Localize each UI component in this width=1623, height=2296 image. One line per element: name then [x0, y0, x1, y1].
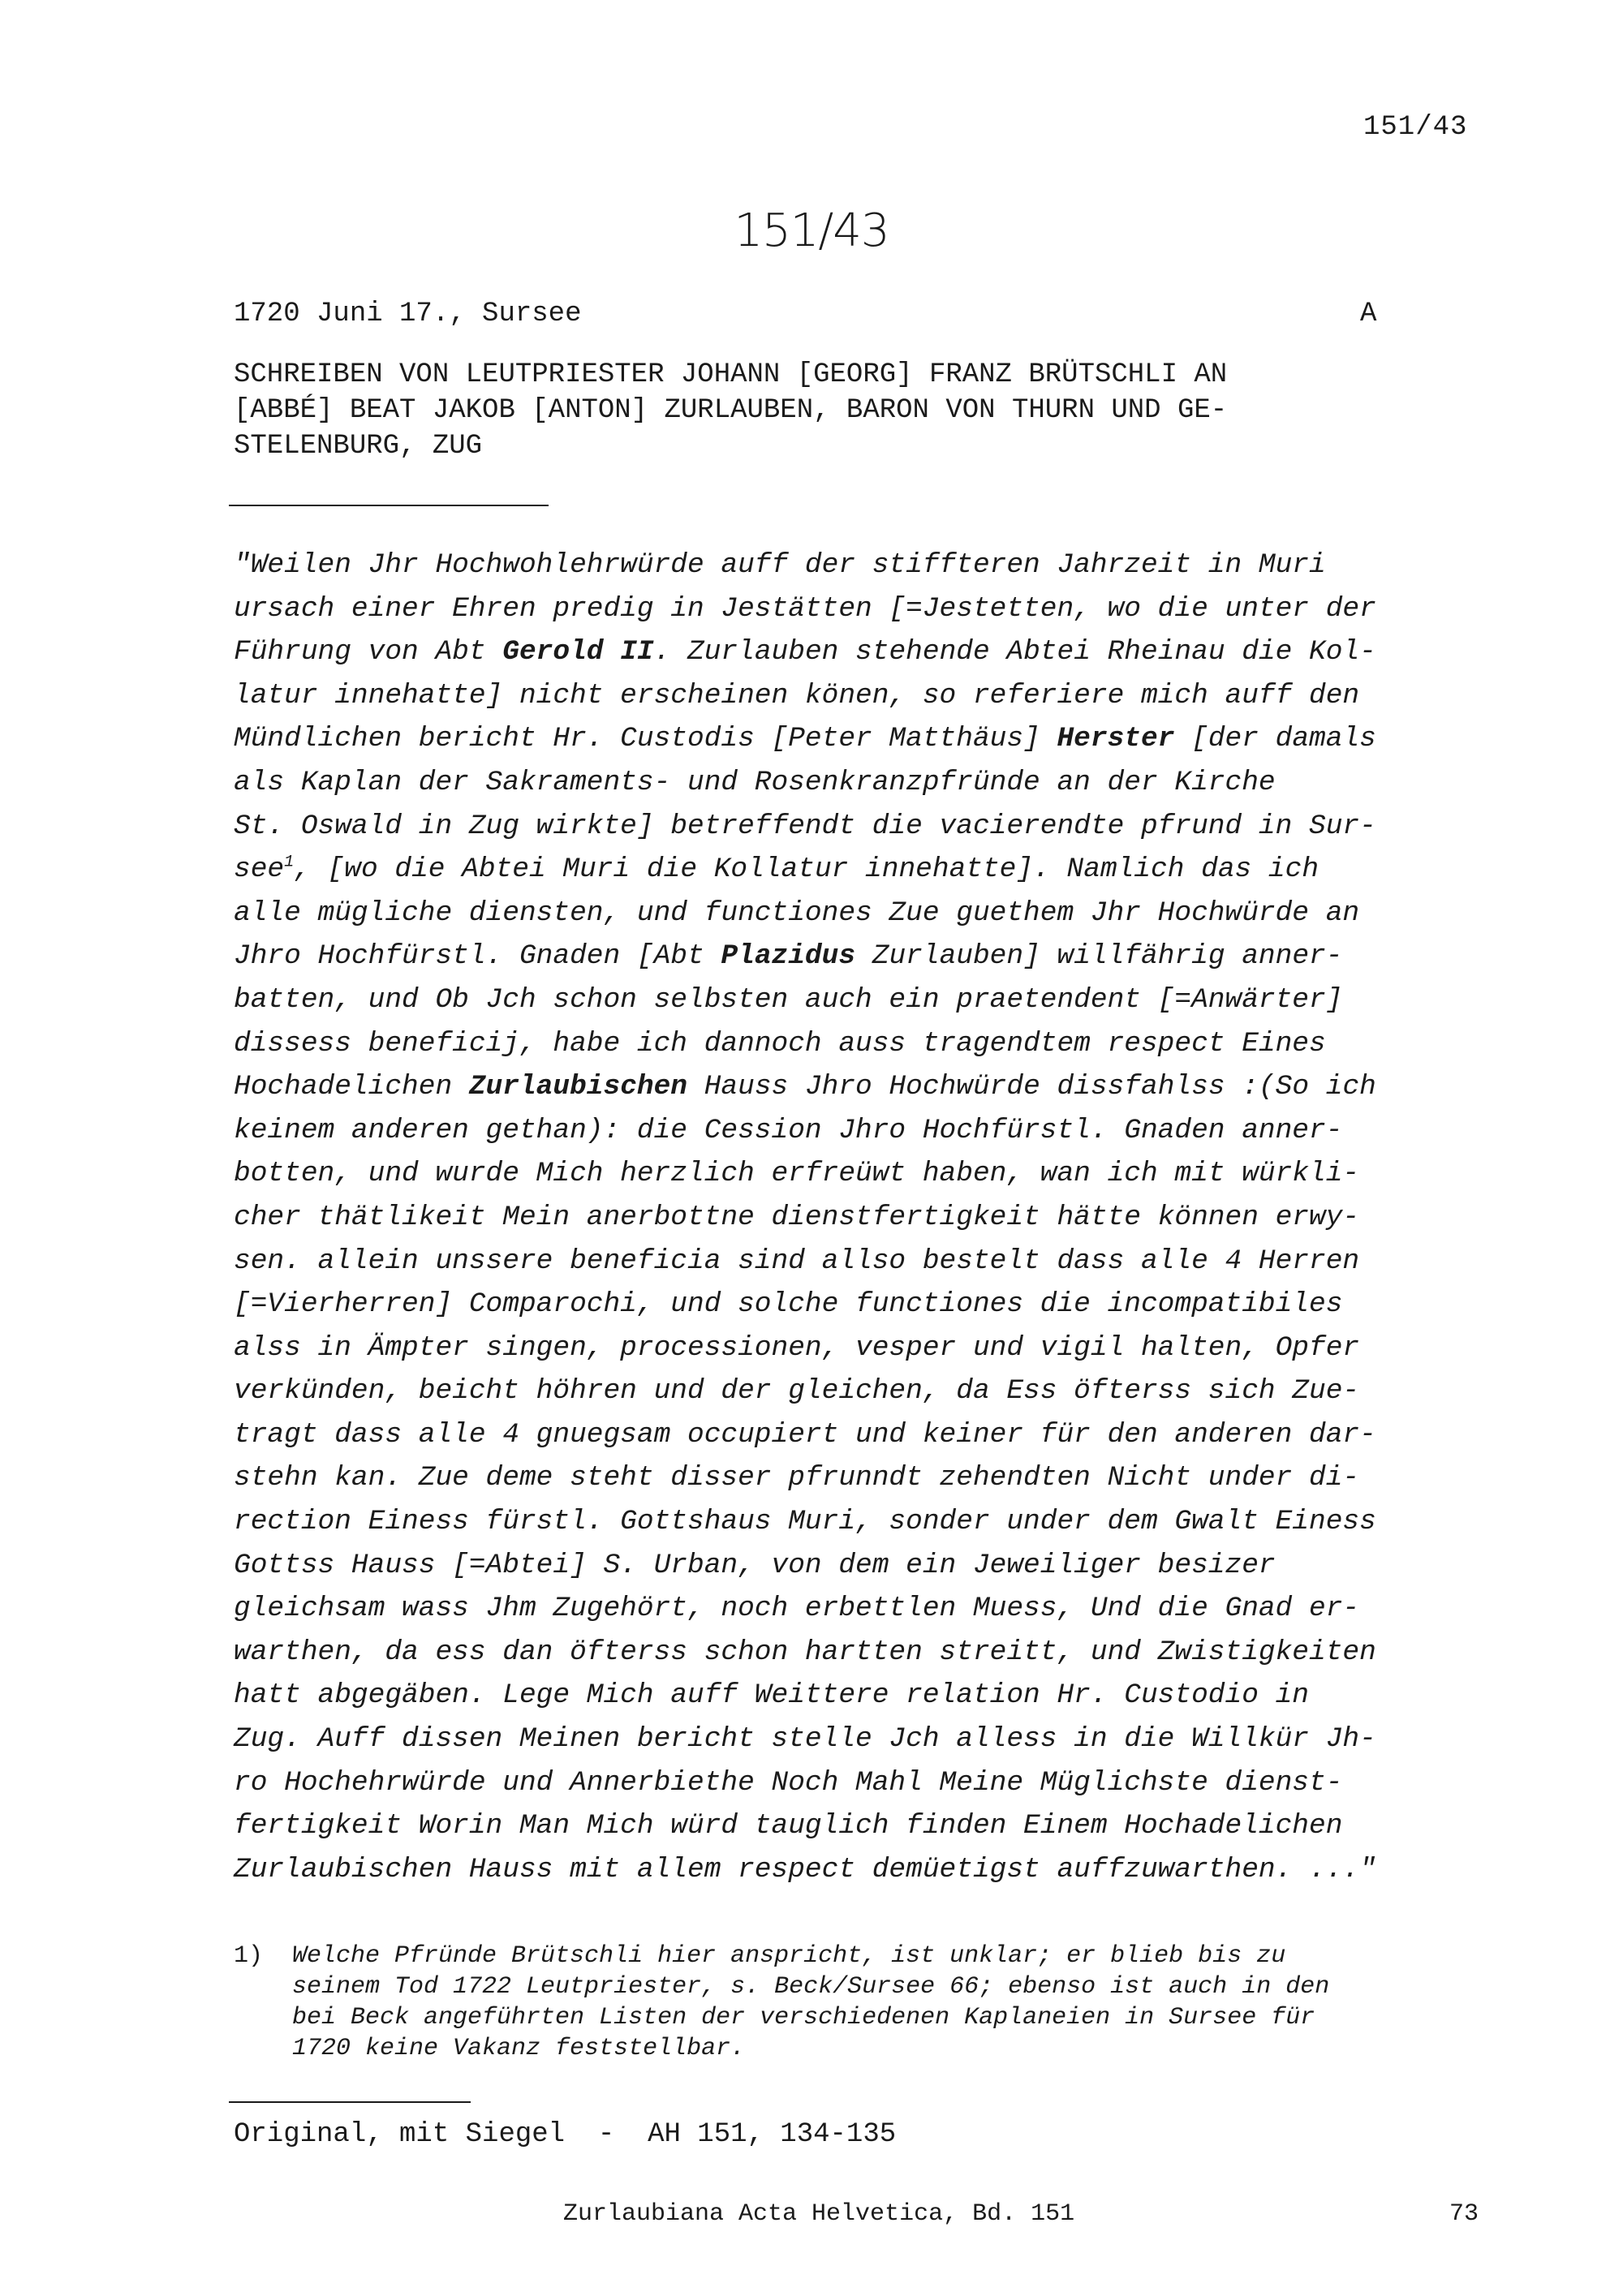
document-heading: [234, 357, 1435, 464]
footnote-number: 1): [234, 1942, 264, 1970]
body-line: stehn kan. Zue deme steht disser pfrunndt zehendten Nicht under di-: [234, 1462, 1360, 1494]
body-line: see$^1$, [wo die Abtei Muri die Kollatur innehatte]. Namlich das ich: [234, 853, 1319, 886]
body-line: Mündlichen bericht Hr. Custodis [Peter Matthäus] Herster [der damals: [234, 723, 1376, 755]
heading-line: [ABBÉ] BEAT JAKOB [ANTON] ZURLAUBEN, BARON VON THURN UND GE-: [234, 395, 1228, 426]
name-herster: Herster: [1057, 723, 1175, 755]
body-line: alle mügliche diensten, und functiones Zue guethem Jhr Hochwürde an: [234, 896, 1360, 929]
body-line: warthen, da ess dan öfterss schon hartten streitt, und Zwistigkeiten: [234, 1636, 1376, 1668]
footnote-line: bei Beck angeführten Listen der verschiedenen Kaplaneien in Sursee für: [292, 2004, 1315, 2032]
body-line: fertigkeit Worin Man Mich würd tauglich finden Einem Hochadelichen: [234, 1810, 1343, 1842]
footnote-line: 1720 keine Vakanz feststellbar.: [292, 2035, 746, 2062]
body-line: dissess beneficij, habe ich dannoch auss tragendtem respect Eines: [234, 1027, 1326, 1060]
body-line: tragt dass alle 4 gnuegsam occupiert und keiner für den anderen dar-: [234, 1418, 1376, 1451]
source-note: Original, mit Siegel - AH 151, 134-135: [234, 2119, 897, 2150]
body-line: Gottss Hauss [=Abtei] S. Urban, von dem ein Jeweiliger besizer: [234, 1549, 1276, 1581]
document-mark: A: [1360, 299, 1377, 329]
document-date: 1720 Juni 17., Sursee: [234, 299, 582, 329]
name-gerold: Gerold II: [502, 636, 654, 669]
footnote-ref: 1: [284, 853, 295, 872]
body-line: ro Hochehrwürde und Annerbiethe Noch Mahl Meine Müglichste dienst-: [234, 1766, 1343, 1799]
footer-series: Zurlaubiana Acta Helvetica, Bd. 151: [563, 2200, 1075, 2228]
body-line: rection Einess fürstl. Gottshaus Muri, sonder under dem Gwalt Einess: [234, 1506, 1376, 1538]
body-line: verkünden, beicht höhren und der gleichen, da Ess öfterss sich Zue-: [234, 1375, 1360, 1408]
letter-body: [234, 544, 1483, 1891]
heading-divider: [229, 505, 549, 506]
body-line: Führung von Abt Gerold II. Zurlauben stehende Abtei Rheinau die Kol-: [234, 636, 1376, 669]
name-zurlaubischen: Zurlaubischen: [468, 1071, 688, 1103]
body-line: als Kaplan der Sakraments- und Rosenkranzpfründe an der Kirche: [234, 766, 1276, 798]
page-id-top: 151/43: [1363, 112, 1468, 143]
body-line: gleichsam wass Jhm Zugehört, noch erbettlen Muess, Und die Gnad er-: [234, 1593, 1360, 1625]
body-line: "Weilen Jhr Hochwohlehrwürde auff der stiffteren Jahrzeit in Muri: [234, 549, 1326, 581]
footnote-line: seinem Tod 1722 Leutpriester, s. Beck/Sursee 66; ebenso ist auch in den: [292, 1973, 1330, 2001]
footer-page-number: 73: [1449, 2200, 1479, 2228]
body-line: hatt abgegäben. Lege Mich auff Weittere relation Hr. Custodio in: [234, 1679, 1310, 1712]
body-line: [=Vierherren] Comparochi, und solche functiones die incompatibiles: [234, 1288, 1343, 1321]
body-line: ursach einer Ehren predig in Jestätten [=Jestetten, wo die unter der: [234, 592, 1376, 625]
source-divider: [229, 2101, 471, 2103]
body-line: alss in Ämpter singen, processionen, vesper und vigil halten, Opfer: [234, 1331, 1360, 1364]
body-line: Jhro Hochfürstl. Gnaden [Abt Plazidus Zurlauben] willfährig anner-: [234, 940, 1343, 973]
heading-line: SCHREIBEN VON LEUTPRIESTER JOHANN [GEORG] FRANZ BRÜTSCHLI AN: [234, 359, 1228, 390]
body-line: Hochadelichen Zurlaubischen Hauss Jhro Hochwürde dissfahlss :(So ich: [234, 1071, 1376, 1103]
body-line: cher thätlikeit Mein anerbottne dienstfertigkeit hätte können erwy-: [234, 1201, 1360, 1233]
heading-line: STELENBURG, ZUG: [234, 431, 483, 462]
body-line: St. Oswald in Zug wirkte] betreffendt die vacierendte pfrund in Sur-: [234, 810, 1376, 842]
body-line: botten, und wurde Mich herzlich erfreüwt haben, wan ich mit würkli-: [234, 1158, 1360, 1190]
body-line: sen. allein unssere beneficia sind allso bestelt dass alle 4 Herren: [234, 1245, 1360, 1277]
body-line: keinem anderen gethan): die Cession Jhro Hochfürstl. Gnaden anner-: [234, 1114, 1343, 1146]
name-plazidus: Plazidus: [721, 940, 856, 973]
body-line: latur innehatte] nicht erscheinen könen, so referiere mich auff den: [234, 679, 1360, 712]
footnote-line: Welche Pfründe Brütschli hier anspricht, ist unklar; er blieb bis zu: [292, 1942, 1286, 1970]
body-line: Zurlaubischen Hauss mit allem respect demüetigst auffzuwarthen. ...": [234, 1853, 1376, 1885]
footnote: [234, 1941, 1483, 2064]
body-line: Zug. Auff dissen Meinen bericht stelle Jch alless in die Willkür Jh-: [234, 1723, 1376, 1756]
document-title: 151/43: [734, 204, 889, 257]
body-line: batten, und Ob Jch schon selbsten auch ein praetendent [=Anwärter]: [234, 983, 1343, 1016]
